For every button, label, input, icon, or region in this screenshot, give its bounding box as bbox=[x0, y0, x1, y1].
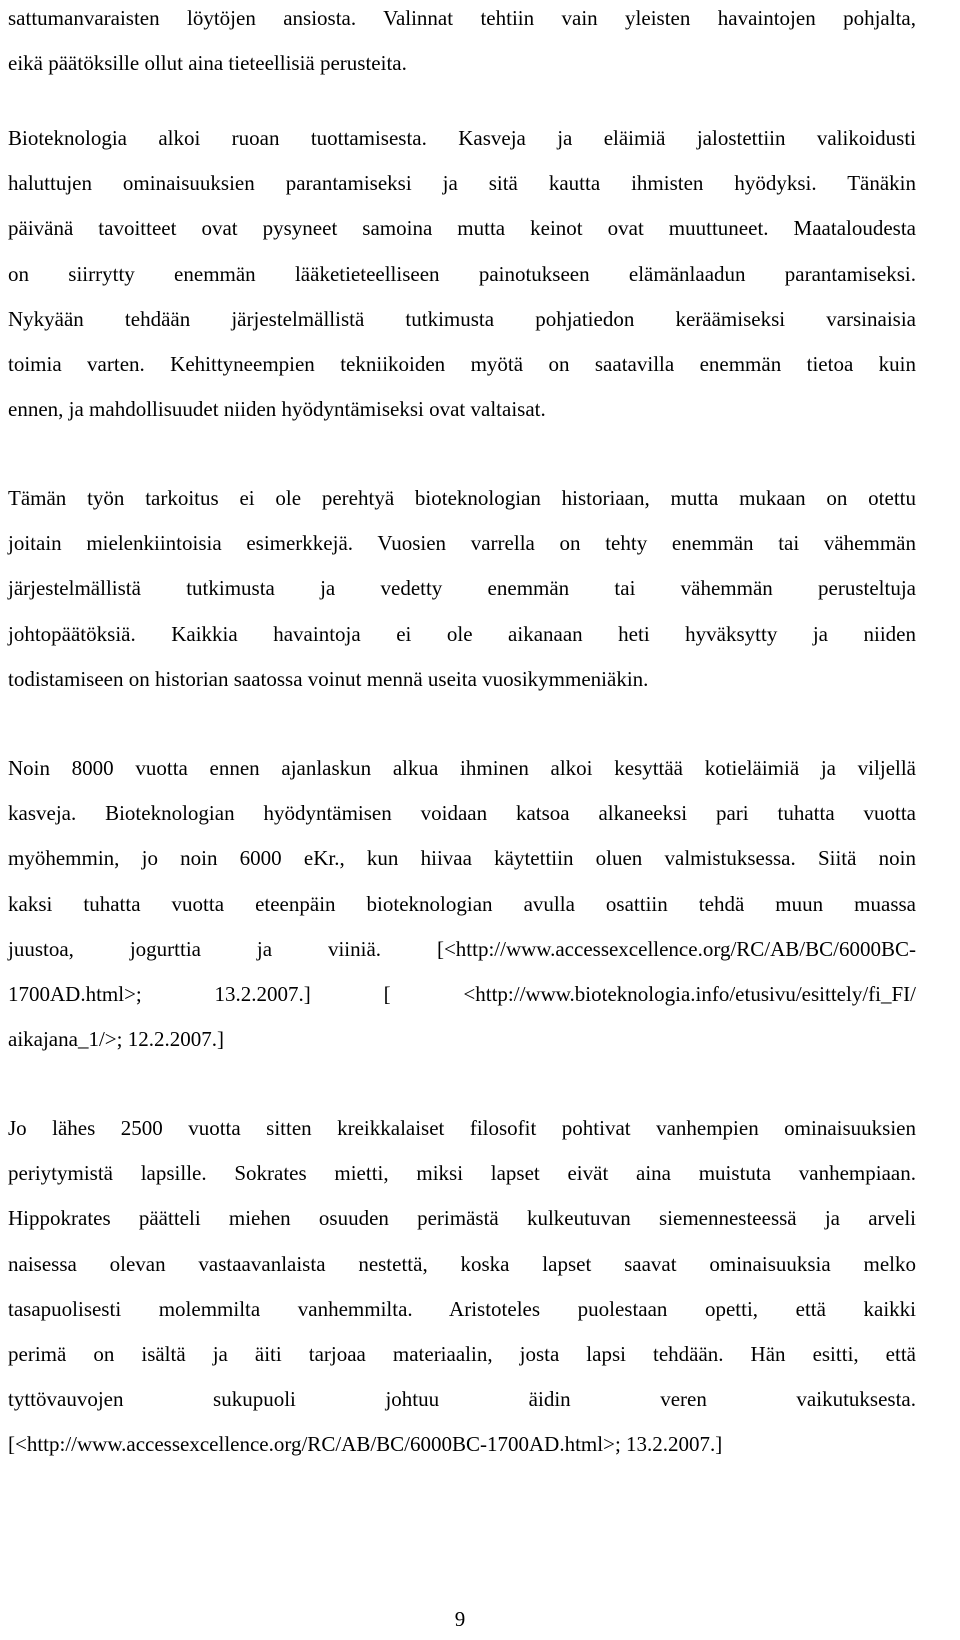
paragraph-2 bbox=[8, 116, 916, 432]
paragraph-5-line-3: Hippokrates päätteli miehen osuuden perimästä kulkeutuvan siemennesteessä ja arveli bbox=[8, 1206, 916, 1231]
paragraph-5-line-8: [<http://www.accessexcellence.org/RC/AB/BC/6000BC-1700AD.html>; 13.2.2007.] bbox=[8, 1432, 723, 1457]
paragraph-4-line-5: juustoa, jogurttia ja viiniä. [<http://www.accessexcellence.org/RC/AB/BC/6000BC- bbox=[8, 936, 916, 961]
paragraph-5-line-2: periytymistä lapsille. Sokrates mietti, miksi lapset eivät aina muistuta vanhempiaan. bbox=[8, 1161, 916, 1186]
paragraph-3-line-1: Tämän työn tarkoitus ei ole perehtyä bioteknologian historiaan, mutta mukaan on otettu bbox=[8, 486, 916, 510]
paragraph-4-line-2: kasveja. Bioteknologian hyödyntämisen voidaan katsoa alkaneeksi pari tuhatta vuotta bbox=[8, 801, 916, 826]
paragraph-2-line-3: päivänä tavoitteet ovat pysyneet samoina mutta keinot ovat muuttuneet. Maataloudesta bbox=[8, 216, 916, 241]
paragraph-5-line-6: perimä on isältä ja äiti tarjoaa materiaalin, josta lapsi tehdään. Hän esitti, että bbox=[8, 1342, 916, 1367]
paragraph-2-line-5: Nykyään tehdään järjestelmällistä tutkimusta pohjatiedon keräämiseksi varsinaisia bbox=[8, 306, 916, 331]
paragraph-4-line-4: kaksi tuhatta vuotta eteenpäin bioteknologian avulla osattiin tehdä muun muassa bbox=[8, 891, 916, 916]
paragraph-5-line-5: tasapuolisesti molemmilta vanhemmilta. Aristoteles puolestaan opetti, että kaikki bbox=[8, 1296, 916, 1321]
paragraph-4-line-7: aikajana_1/>; 12.2.2007.] bbox=[8, 1027, 224, 1052]
paragraph-2-line-2: haluttujen ominaisuuksien parantamiseksi ja sitä kautta ihmisten hyödyksi. Tänäkin bbox=[8, 171, 916, 196]
paragraph-1-line-1: sattumanvaraisten löytöjen ansiosta. Valinnat tehtiin vain yleisten havaintojen pohjalta, bbox=[8, 6, 916, 30]
paragraph-2-line-7: ennen, ja mahdollisuudet niiden hyödyntämiseksi ovat valtaisat. bbox=[8, 397, 546, 422]
paragraph-5-line-1: Jo lähes 2500 vuotta sitten kreikkalaiset filosofit pohtivat vanhempien ominaisuuksien bbox=[8, 1116, 916, 1140]
paragraph-2-line-1: Bioteknologia alkoi ruoan tuottamisesta. Kasveja ja eläimiä jalostettiin valikoidusti bbox=[8, 126, 916, 150]
paragraph-3-line-3: järjestelmällistä tutkimusta ja vedetty enemmän tai vähemmän perusteltuja bbox=[8, 576, 916, 601]
paragraph-4 bbox=[8, 746, 916, 1062]
paragraph-2-line-6: toimia varten. Kehittyneempien tekniikoiden myötä on saatavilla enemmän tietoa kuin bbox=[8, 352, 916, 377]
paragraph-5 bbox=[8, 1106, 916, 1468]
paragraph-4-line-3: myöhemmin, jo noin 6000 eKr., kun hiivaa käytettiin oluen valmistuksessa. Siitä noin bbox=[8, 846, 916, 871]
page-number: 9 bbox=[454, 1607, 466, 1631]
paragraph-5-line-7: tyttövauvojen sukupuoli johtuu äidin veren vaikutuksesta. bbox=[8, 1387, 916, 1412]
paragraph-3-line-4: johtopäätöksiä. Kaikkia havaintoja ei ole aikanaan heti hyväksytty ja niiden bbox=[8, 621, 916, 646]
paragraph-2-line-4: on siirrytty enemmän lääketieteelliseen painotukseen elämänlaadun parantamiseksi. bbox=[8, 261, 916, 286]
paragraph-3-line-5: todistamiseen on historian saatossa voinut mennä useita vuosikymmeniäkin. bbox=[8, 666, 649, 691]
paragraph-4-line-1: Noin 8000 vuotta ennen ajanlaskun alkua ihminen alkoi kesyttää kotieläimiä ja viljellä bbox=[8, 756, 916, 780]
paragraph-3 bbox=[8, 476, 916, 702]
paragraph-5-line-4: naisessa olevan vastaavanlaista nestettä, koska lapset saavat ominaisuuksia melko bbox=[8, 1251, 916, 1276]
paragraph-4-line-6: 1700AD.html>; 13.2.2007.] [ <http://www.bioteknologia.info/etusivu/esittely/fi_FI/ bbox=[8, 982, 916, 1007]
paragraph-3-line-2: joitain mielenkiintoisia esimerkkejä. Vuosien varrella on tehty enemmän tai vähemmän bbox=[8, 531, 916, 556]
paragraph-1 bbox=[8, 0, 916, 86]
paragraph-1-line-2: eikä päätöksille ollut aina tieteellisiä perusteita. bbox=[8, 51, 407, 76]
